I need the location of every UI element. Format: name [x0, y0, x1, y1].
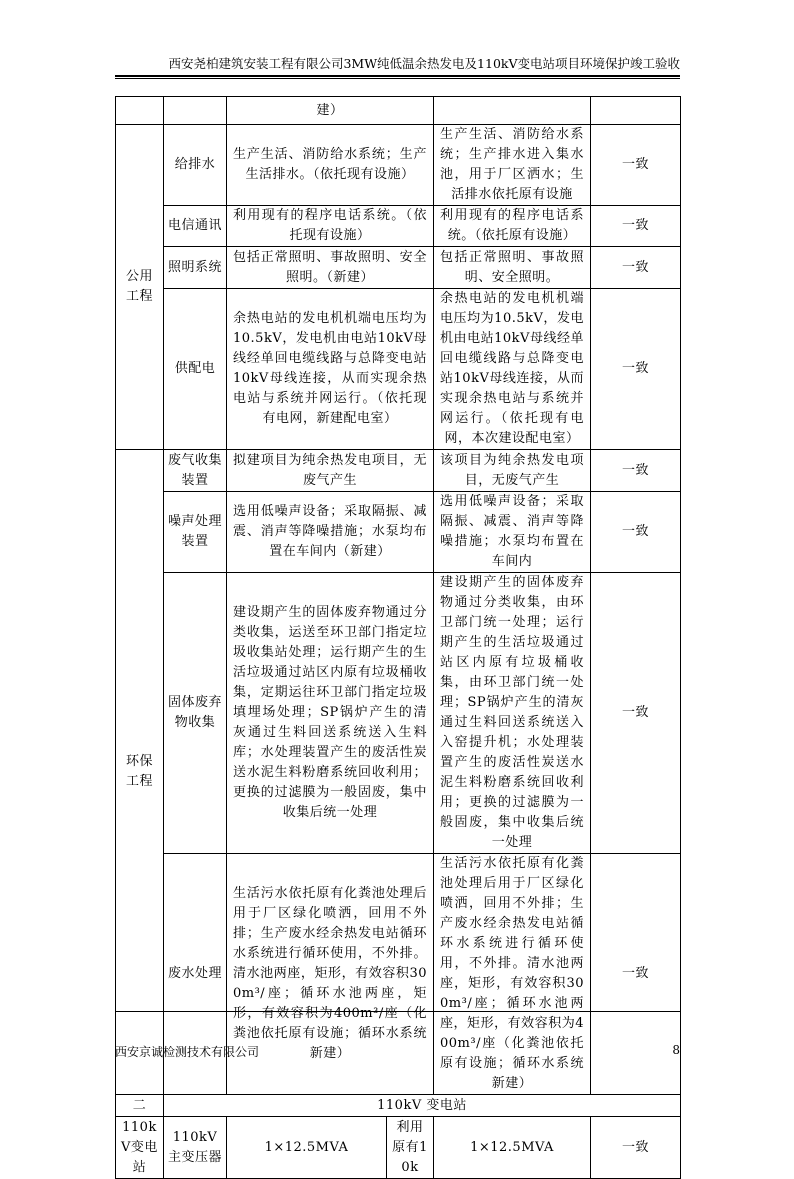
actual-cell: 包括正常照明、事故照明、安全照明。 — [434, 247, 591, 289]
actual-cell: 选用低噪声设备；采取隔振、减震、消声等降噪措施；水泵均布置在车间内 — [434, 492, 591, 573]
item-cell: 给排水 — [164, 125, 227, 206]
actual-cell: 1×12.5MVA — [434, 1117, 591, 1179]
item-cell: 电信通讯 — [164, 206, 227, 247]
table-row — [116, 450, 681, 492]
table-row — [116, 573, 681, 854]
note-cell: 利用原有10k — [387, 1117, 434, 1179]
actual-cell: 生活污水依托原有化粪池处理后用于厂区绿化喷洒，回用不外排；生产废水经余热发电站循环水系统进行循环使用，不外排。清水池两座，矩形，有效容积300m³/座；循环水池两座，矩形，有效容积为400m³/座（化粪池依托原有设施；循环水系统新建） — [434, 854, 591, 1095]
actual-cell: 生产生活、消防给水系统；生产排水进入集水池，用于厂区洒水；生活排水依托原有设施 — [434, 125, 591, 206]
project-comparison-table — [115, 96, 681, 1179]
header-rule-thick — [115, 75, 680, 77]
actual-cell: 余热电站的发电机机端电压均为10.5kV，发电机由电站10kV母线经单回电缆线路与总降变电站10kV母线连接，从而实现余热电站与系统并网运行。（依托现有电网，本次建设配电室） — [434, 289, 591, 450]
result-cell: 一致 — [591, 450, 681, 492]
item-cell: 供配电 — [164, 289, 227, 450]
result-cell: 一致 — [591, 206, 681, 247]
category-cell: 公用工程 — [116, 125, 164, 450]
proposed-cell: 建） — [227, 97, 434, 125]
proposed-cell: 生活污水依托原有化粪池处理后用于厂区绿化喷洒，回用不外排；生产废水经余热发电站循环水系统进行循环使用，不外排。清水池两座，矩形，有效容积300m³/座；循环水池两座，矩形，有效容积为400m³/座（化粪池依托原有设施；循环水系统新建） — [227, 854, 434, 1095]
table-row — [116, 247, 681, 289]
result-cell: 一致 — [591, 289, 681, 450]
table-row — [116, 289, 681, 450]
section-title: 110kV 变电站 — [164, 1095, 681, 1117]
result-cell — [591, 97, 681, 125]
category-cell — [116, 97, 164, 125]
proposed-cell: 选用低噪声设备；采取隔振、减震、消声等降噪措施；水泵均布置在车间内（新建） — [227, 492, 434, 573]
result-cell: 一致 — [591, 247, 681, 289]
proposed-cell: 余热电站的发电机机端电压均为10.5kV，发电机由电站10kV母线经单回电缆线路与总降变电站10kV母线连接，从而实现余热电站与系统并网运行。（依托现有电网，新建配电室） — [227, 289, 434, 450]
table-row — [116, 206, 681, 247]
footer-company: 西安京诚检测技术有限公司 — [115, 1045, 260, 1059]
proposed-cell: 1×12.5MVA — [227, 1117, 387, 1179]
result-cell: 一致 — [591, 1117, 681, 1179]
result-cell: 一致 — [591, 125, 681, 206]
proposed-cell: 建设期产生的固体废弃物通过分类收集，运送至环卫部门指定垃圾收集站处理；运行期产生的生活垃圾通过站区内原有垃圾桶收集，定期运往环卫部门指定垃圾填埋场处理；SP锅炉产生的清灰通过生料回送系统送入生料库；水处理装置产生的废活性炭送水泥生料粉磨系统回收利用；更换的过滤膜为一般固废，集中收集后统一处理 — [227, 573, 434, 854]
result-cell: 一致 — [591, 492, 681, 573]
item-cell: 废气收集装置 — [164, 450, 227, 492]
item-cell: 噪声处理装置 — [164, 492, 227, 573]
item-cell: 废水处理 — [164, 854, 227, 1095]
section-number: 二 — [116, 1095, 164, 1117]
table-row — [116, 1117, 681, 1179]
item-cell — [164, 97, 227, 125]
proposed-cell: 包括正常照明、事故照明、安全照明。（新建） — [227, 247, 434, 289]
header-rule-thin — [115, 78, 680, 79]
table-row — [116, 97, 681, 125]
category-cell: 环保工程 — [116, 450, 164, 1095]
result-cell: 一致 — [591, 854, 681, 1095]
item-cell: 固体废弃物收集 — [164, 573, 227, 854]
result-cell: 一致 — [591, 573, 681, 854]
actual-cell: 利用现有的程序电话系统。（依托原有设施） — [434, 206, 591, 247]
actual-cell: 该项目为纯余热发电项目，无废气产生 — [434, 450, 591, 492]
footer-rule — [115, 1011, 680, 1012]
page-header-title: 西安尧柏建筑安装工程有限公司3MW纯低温余热发电及110kV变电站项目环境保护竣工验收 — [168, 56, 680, 71]
proposed-cell: 生产生活、消防给水系统；生产生活排水。（依托现有设施） — [227, 125, 434, 206]
item-cell: 110kV主变压器 — [164, 1117, 227, 1179]
item-cell: 照明系统 — [164, 247, 227, 289]
category-cell: 110kV变电站 — [116, 1117, 164, 1179]
table-row — [116, 492, 681, 573]
section-row — [116, 1095, 681, 1117]
proposed-cell: 拟建项目为纯余热发电项目，无废气产生 — [227, 450, 434, 492]
page-number: 8 — [672, 1043, 680, 1057]
proposed-cell: 利用现有的程序电话系统。（依托现有设施） — [227, 206, 434, 247]
actual-cell — [434, 97, 591, 125]
actual-cell: 建设期产生的固体废弃物通过分类收集，由环卫部门统一处理；运行期产生的生活垃圾通过站区内原有垃圾桶收集，由环卫部门统一处理；SP锅炉产生的清灰通过生料回送系统送入入窑提升机；水处理装置产生的废活性炭送水泥生料粉磨系统回收利用；更换的过滤膜为一般固废，集中收集后统一处理 — [434, 573, 591, 854]
table-row — [116, 125, 681, 206]
